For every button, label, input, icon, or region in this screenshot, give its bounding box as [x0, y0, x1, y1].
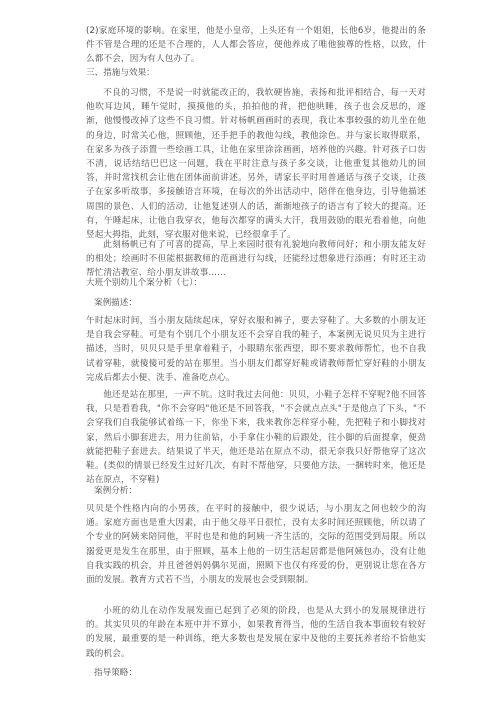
paragraph-motor-development: 小班的幼儿在动作发展发面已起到了必须的阶段，也是从大到小的发展规律进行的。其实贝贝的年龄在本班中并不算小，如果教育得当，他的生活自我本事面较有较好的发展，最重要的是一种训练，绝大多数也是发展在家中及他的主要抚养者给不恰他实践的机会。	[86, 606, 426, 659]
paragraph-progress: 此刻杨帆已有了可喜的提高，早上来园时很有礼貌地向教师问好；和小朋友能友好的相处；绘画时不但能根据教师的范画进行勾线，还能经过想象进行添画；有时还主动帮忙清洁教室、给小朋友讲故事……	[86, 240, 426, 279]
paragraph-case-dialogue: 他还是站在那里，一声不吭。这时我过去问他：贝贝，小鞋子怎样不穿呢?他不回答我，只是看看我，"你不会穿吗"他还是不回答我，"不会就点点头"于是他点了下头，"不会穿我们自我能够试着练一下，你坐下来，我来教你怎样穿小鞋，先把鞋子和小脚找对家，然后小脚套进去，用力往前钻，小手拿住小鞋的后跟处，往小脚的后面提拿，便劲就能把鞋子套进去。结果说了半天，他还是站在原点不动，很无奈我只好帮他穿了这次鞋。(类似的情景已经发生过好几次，有时不帮他穿，只要他方法，一捆转时来，他还是站在原点，不穿鞋)	[86, 390, 426, 486]
heading-case-analysis: 案例分析：	[94, 486, 137, 496]
paragraph-measures: 不良的习惯，不是说一时就能改正的，我软硬皆施，表扬和批评相结合，每一天对他吹耳边风，睡午觉时，摸摸他的头，拍拍他的背，把他哄睡，孩子也会反思的，逐渐，他慢慢改掉了这些不良习惯。针对杨帆画画时的表现，我让本事较强的幼儿坐在他的身边，时常关心他，照顾他，还手把手的教他勾线，教他涂色。并与家长取得联系，在家多为孩子添置一些绘画工具，让他在家里涂涂画画，培养他的兴趣。针对孩子口齿不清，说话结结巴巴这一问题，我在平时注意与孩子多交谈，让他重复其他幼儿的回答，并时常找机会让他在团体面前讲述。另外，请家长平时用普通话与孩子交谈，让孩子在家多听故事，多接触语言环境，在每次的外出活动中，陪伴在他身边，引导他描述周围的景色、人们的活动，让他复述别人的话，渐渐地孩子的语言有了较大的提高。还有，午睡起床，让他自我穿衣，他每次都穿的满头大汗，我用鼓励的眼光看着他，向他竖起大拇指，此刻，穿衣服对他来说，已经很拿手了。	[86, 88, 426, 241]
heading-case-study: 大班个别幼儿个案分析（七）：	[86, 278, 203, 288]
heading-strategy: 指导策略：	[94, 668, 137, 678]
heading-case-description: 案例描述：	[94, 298, 137, 308]
paragraph-family-influence: (2)家庭环境的影响。在家里，他是小皇帝，上头还有一个姐姐，长他6岁，他提出的条件不管是合理的还是不合理的，人人都会答应，便他养成了唯他独尊的性格，以致，什么都不会，因为有人包办了。	[86, 26, 426, 65]
heading-measures: 三、措施与效果：	[86, 68, 155, 78]
paragraph-case-analysis: 贝贝是个性格内向的小男孩，在平时的接触中，很少说话，与小朋友之间也较少的沟通。家庭方面也是重大因素，由于他父母平日很忙，没有太多时间还照顾他，所以请了个专业的阿姨来陪同他，平时也是和他的阿姨一齐生活的，交际的范围受到局限。所以溺爱更是发生在那里，由于照顾，基本上他的一切生活起居都是他阿姨包办，没有让他自我实践的机会，并且爸爸妈妈偶尔见面，照顾下也仅有疼爱的份，更别说让您在各方面的发展。教育方式若不当，小朋友的发展也会受到限制。	[86, 504, 426, 586]
paragraph-case-description: 午时起床时间，当小朋友陆续起床，穿好衣服和裤子，要去穿鞋了。大多数的小朋友还是自我会穿鞋。可是有个别几个小朋友还不会穿自我的鞋子，本案例无说贝贝为主进行描述，当时，贝贝只是手里拿着鞋子，小眼睛东张西望，即不要求教师帮忙，也不自我试着穿鞋，就傻傻可爱的站在那里。当小朋友们都穿好鞋或请教师帮忙穿好鞋的小朋友完成后都去小便、洗手、准备吃点心。	[86, 316, 426, 383]
